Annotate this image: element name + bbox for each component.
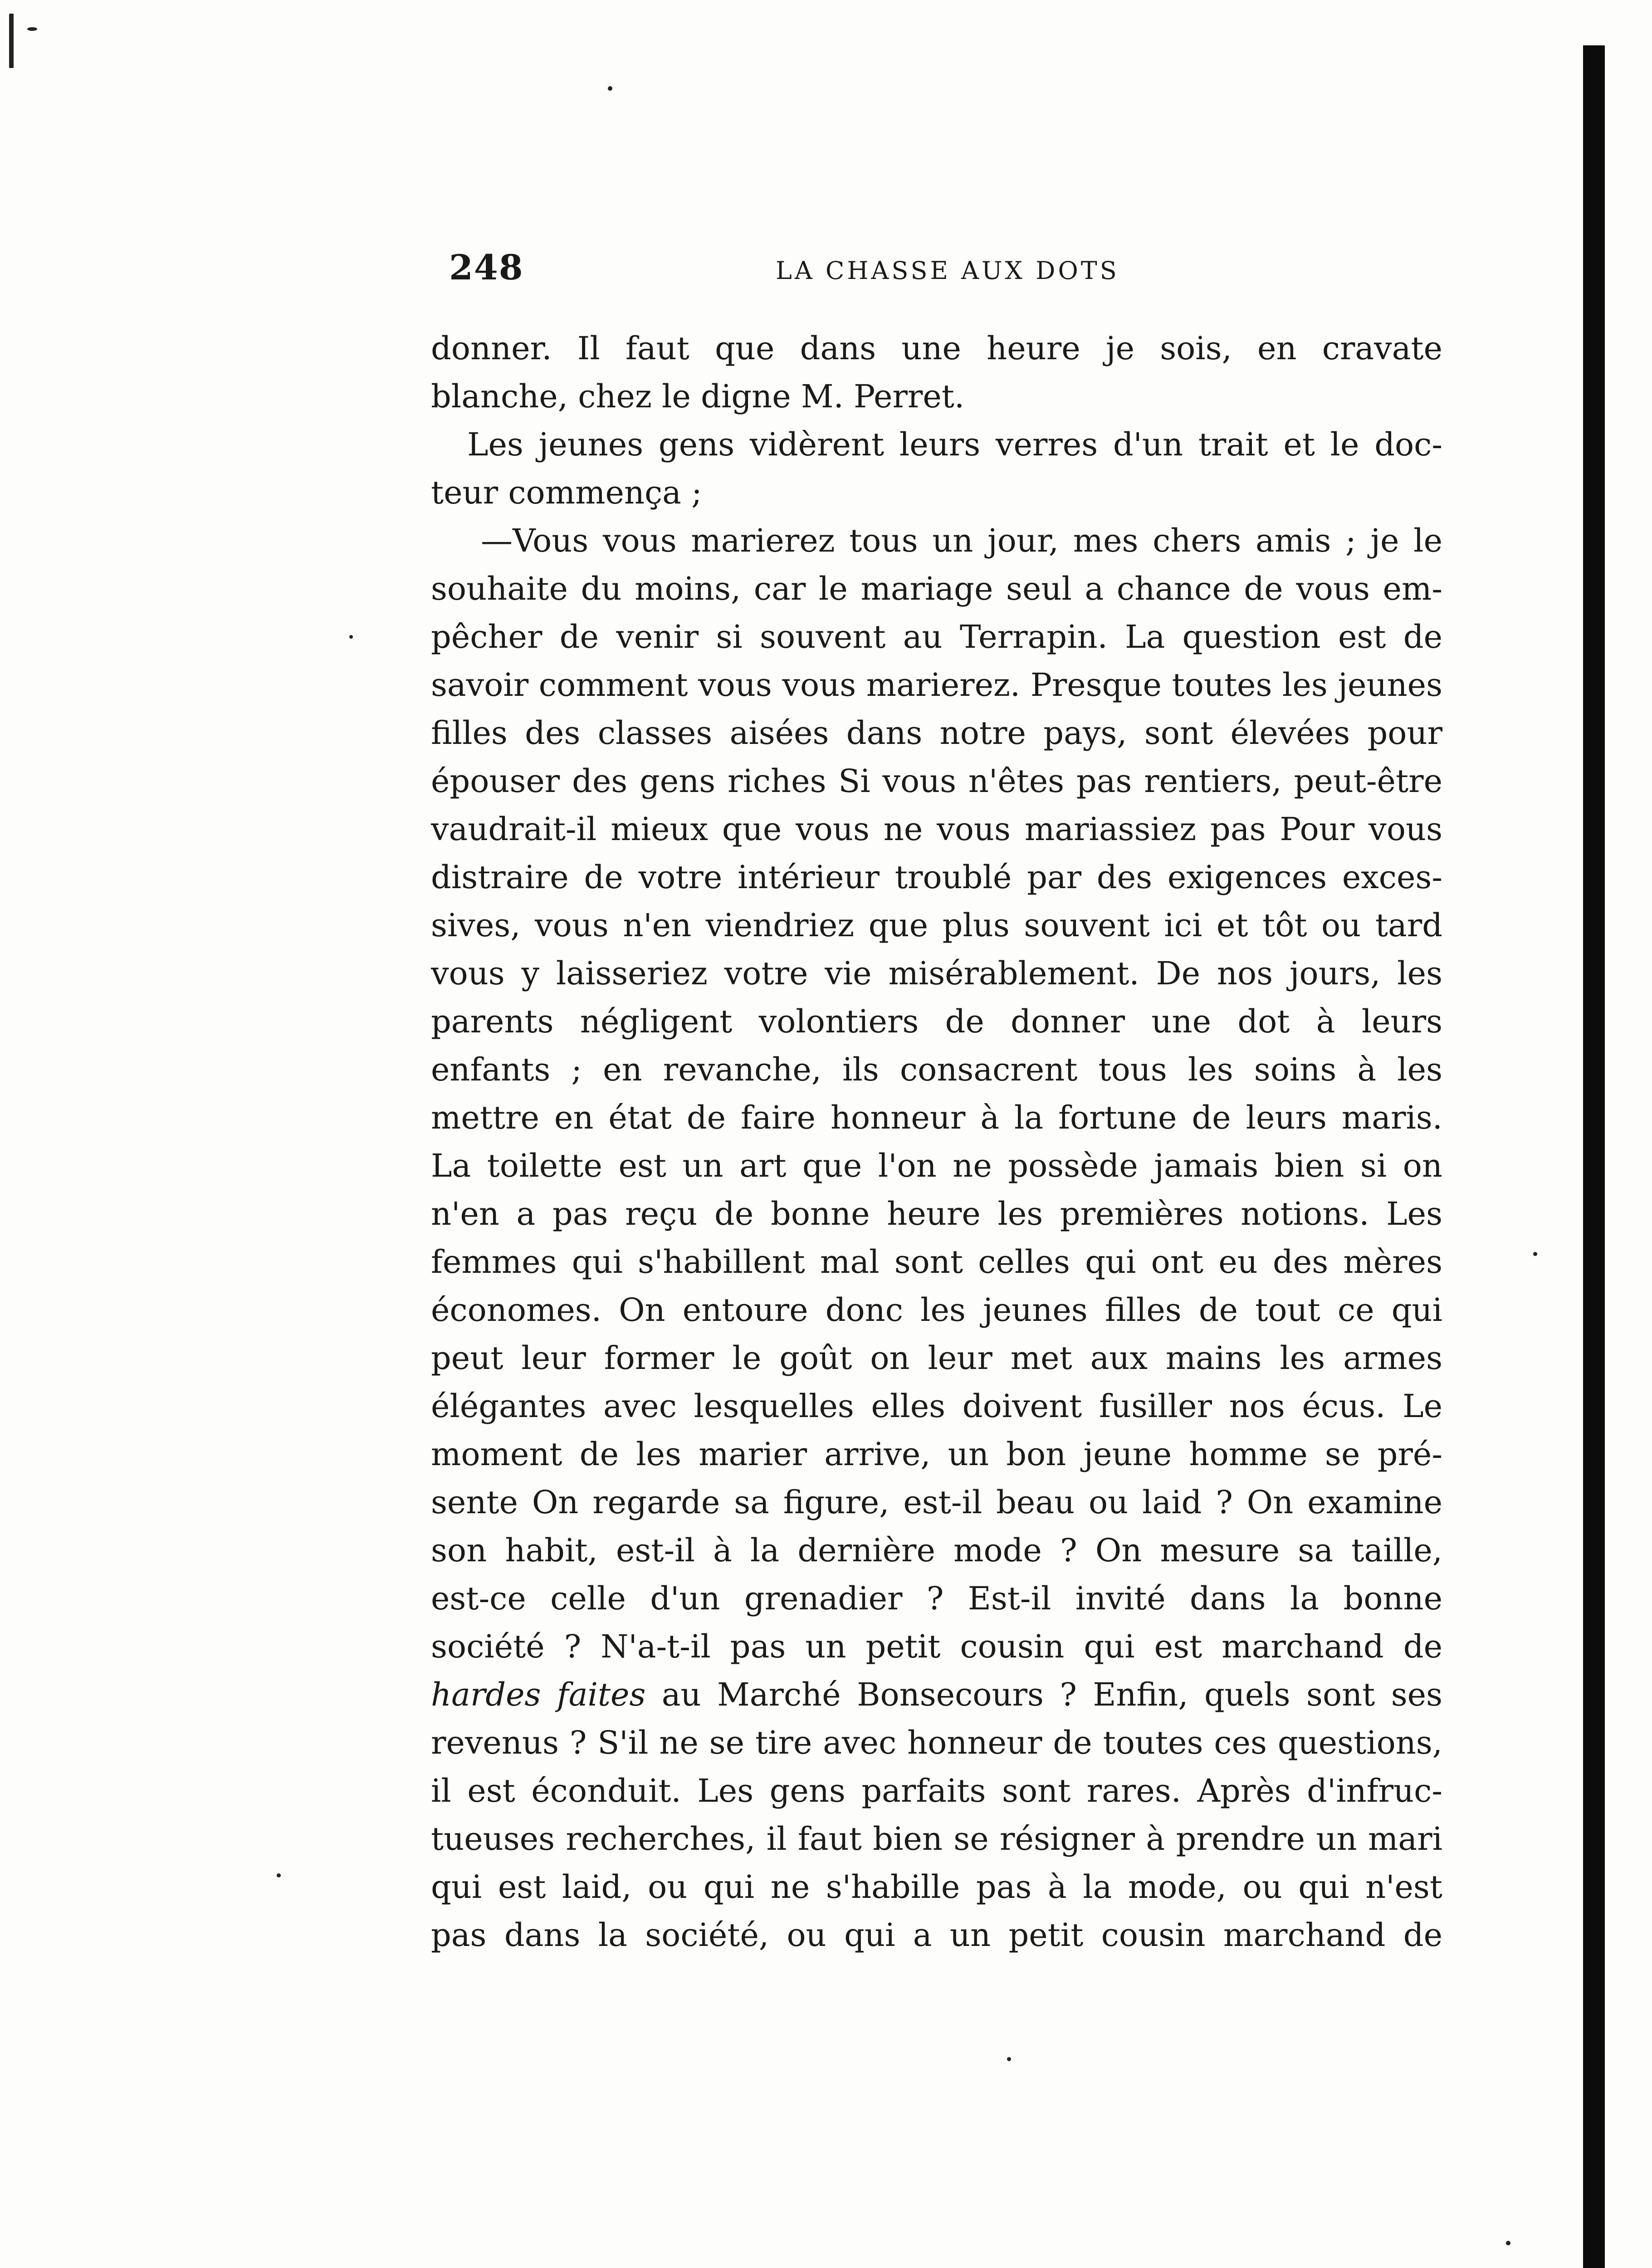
page-number: 248: [449, 247, 524, 288]
italic-phrase: hardes faites: [431, 1676, 646, 1713]
text-line: son habit, est-il à la dernière mode ? On mesure sa taille,: [431, 1532, 1442, 1569]
scan-mark: [1007, 2057, 1011, 2061]
text-line: il est éconduit. Les gens parfaits sont rares. Après d'infruc-: [431, 1772, 1442, 1809]
text-line: vous y laisseriez votre vie misérablement. De nos jours, les: [431, 955, 1442, 992]
text-line: Les jeunes gens vidèrent leurs verres d'un trait et le doc-: [467, 426, 1442, 463]
text-line: vaudrait-il mieux que vous ne vous mariassiez pas Pour vous: [431, 811, 1442, 848]
text-line: souhaite du moins, car le mariage seul a chance de vous em-: [431, 570, 1442, 607]
scan-mark: [1533, 1252, 1537, 1256]
text-line: donner. Il faut que dans une heure je sois, en cravate: [431, 330, 1442, 367]
text-line: —Vous vous marierez tous un jour, mes chers amis ; je le: [481, 522, 1442, 559]
text-line: parents négligent volontiers de donner une dot à leurs: [431, 1003, 1442, 1040]
text-line: revenus ? S'il ne se tire avec honneur de toutes ces questions,: [431, 1724, 1442, 1761]
text-line: blanche, chez le digne M. Perret.: [431, 378, 965, 415]
scan-mark: [27, 27, 37, 31]
text-line: société ? N'a-t-il pas un petit cousin qui est marchand de: [431, 1628, 1442, 1665]
text-line: n'en a pas reçu de bonne heure les premières notions. Les: [431, 1195, 1442, 1232]
text-line: est-ce celle d'un grenadier ? Est-il invité dans la bonne: [431, 1580, 1442, 1617]
scan-mark: [1506, 2241, 1510, 2245]
page-header: [449, 247, 1447, 297]
text-line: tueuses recherches, il faut bien se résigner à prendre un mari: [431, 1820, 1442, 1857]
text-line: femmes qui s'habillent mal sont celles qui ont eu des mères: [431, 1243, 1442, 1281]
text-line: sives, vous n'en viendriez que plus souvent ici et tôt ou tard: [431, 907, 1442, 944]
text-line: distraire de votre intérieur troublé par des exigences exces-: [431, 859, 1442, 896]
body-text: [431, 324, 1442, 1959]
scan-mark: [608, 86, 612, 91]
scan-mark: [349, 635, 353, 639]
text-line: filles des classes aisées dans notre pays, sont élevées pour: [431, 714, 1442, 752]
running-title: LA CHASSE AUX DOTS: [776, 256, 1119, 285]
text-line: sente On regarde sa figure, est-il beau ou laid ? On examine: [431, 1484, 1442, 1521]
text-line: pas dans la société, ou qui a un petit cousin marchand de: [431, 1916, 1442, 1954]
text-line: mettre en état de faire honneur à la fortune de leurs maris.: [431, 1099, 1442, 1136]
text-line: La toilette est un art que l'on ne possède jamais bien si on: [431, 1147, 1442, 1184]
text-line: savoir comment vous vous marierez. Presque toutes les jeunes: [431, 666, 1442, 704]
scan-edge-shadow: [1583, 45, 1605, 2268]
text-line: épouser des gens riches Si vous n'êtes pas rentiers, peut-être: [431, 763, 1442, 800]
text-line: élégantes avec lesquelles elles doivent fusiller nos écus. Le: [431, 1388, 1442, 1425]
text-line: enfants ; en revanche, ils consacrent tous les soins à les: [431, 1051, 1442, 1088]
scan-mark: [9, 14, 14, 68]
scan-mark: [277, 1873, 281, 1877]
text-line: qui est laid, ou qui ne s'habille pas à la mode, ou qui n'est: [431, 1868, 1442, 1906]
text-line: pêcher de venir si souvent au Terrapin. La question est de: [431, 618, 1442, 655]
text-line: teur commença ;: [431, 474, 702, 511]
text-line: hardes faites au Marché Bonsecours ? Enfin, quels sont ses: [431, 1676, 1442, 1713]
text-line: peut leur former le goût on leur met aux mains les armes: [431, 1339, 1442, 1377]
text-line: économes. On entoure donc les jeunes filles de tout ce qui: [431, 1291, 1442, 1329]
text-line: moment de les marier arrive, un bon jeune homme se pré-: [431, 1436, 1442, 1473]
